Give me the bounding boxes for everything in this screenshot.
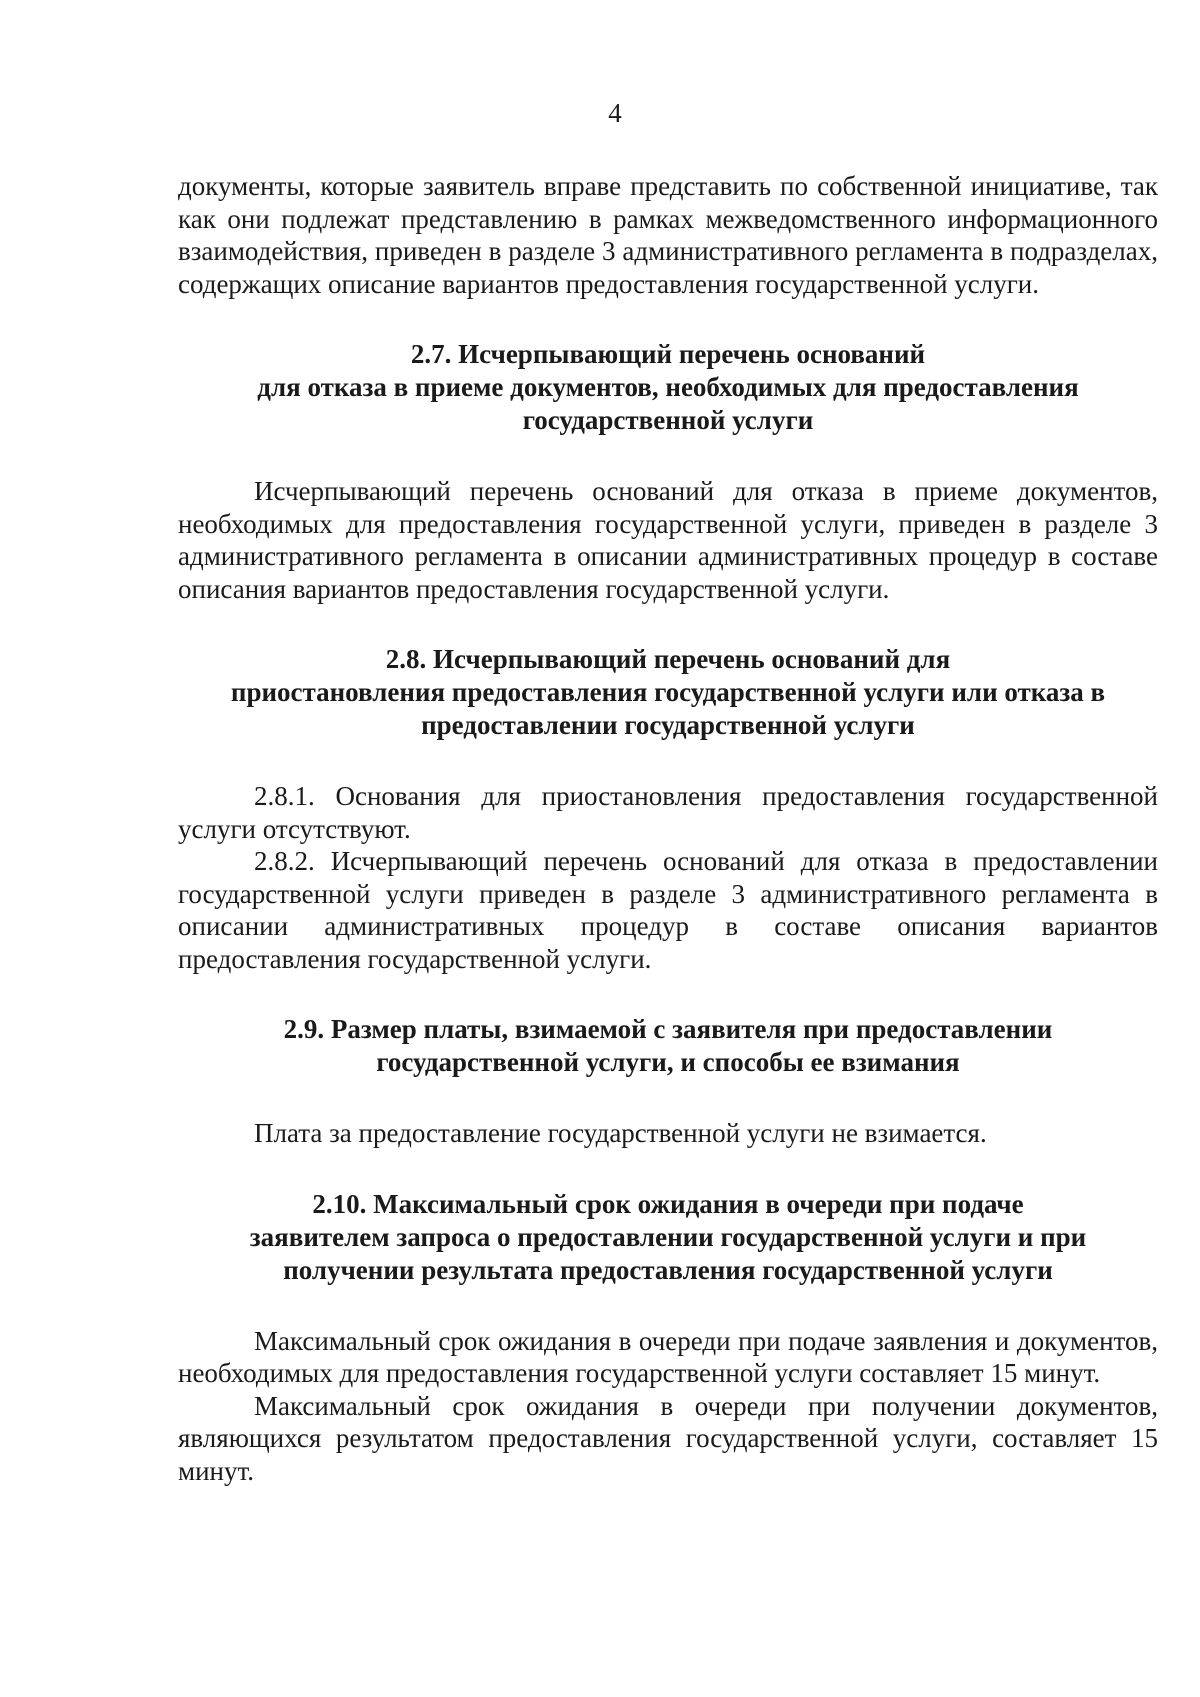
section-2-10-paragraph-queue-result: Максимальный срок ожидания в очереди при получении документов, являющихся результатом предоставления государственной услуги, составляет 15 минут. <box>178 1390 1158 1486</box>
section-2-10-heading <box>178 1188 1158 1287</box>
heading-line: 2.8. Исчерпывающий перечень оснований для <box>385 644 951 674</box>
section-2-7-paragraph: Исчерпывающий перечень оснований для отказа в приеме документов, необходимых для предоставления государственной услуги, приведен в разделе 3 административного регламента в описании административных процедур в составе описания вариантов предоставления государственной услуги. <box>178 476 1158 604</box>
heading-line: 2.7. Исчерпывающий перечень оснований <box>410 339 926 369</box>
section-2-9-paragraph: Плата за предоставление государственной услуги не взимается. <box>254 1118 987 1148</box>
heading-line: приостановления предоставления государственной услуги или отказа в <box>230 677 1106 707</box>
section-2-8-1-paragraph: 2.8.1. Основания для приостановления предоставления государственной услуги отсутствуют. <box>178 781 1158 844</box>
heading-line: для отказа в приеме документов, необходимых для предоставления <box>257 372 1079 402</box>
section-2-8-heading <box>178 643 1158 742</box>
section-2-9-heading <box>178 1013 1158 1079</box>
intro-paragraph: документы, которые заявитель вправе представить по собственной инициативе, так как они подлежат представлению в рамках межведомственного информационного взаимодействия, приведен в разделе 3 административного регламента в подразделах, содержащих описание вариантов предоставления государственной услуги. <box>178 171 1158 299</box>
section-2-7-heading <box>178 338 1158 437</box>
heading-line: предоставлении государственной услуги <box>421 710 915 740</box>
section-2-8-2-paragraph: 2.8.2. Исчерпывающий перечень оснований для отказа в предоставлении государственной услуги приведен в разделе 3 административного регламента в описании административных процедур в составе описания вариантов предоставления государственной услуги. <box>178 846 1158 974</box>
document-body <box>178 170 1158 1487</box>
page-number: 4 <box>608 98 622 128</box>
heading-line: получении результата предоставления государственной услуги <box>283 1254 1053 1285</box>
section-2-10-paragraph-queue-submission: Максимальный срок ожидания в очереди при подаче заявления и документов, необходимых для предоставления государственной услуги составляет 15 минут. <box>178 1325 1158 1388</box>
heading-line: государственной услуги <box>522 405 814 435</box>
heading-line: заявителем запроса о предоставлении государственной услуги и при <box>249 1221 1087 1252</box>
heading-line: 2.10. Максимальный срок ожидания в очереди при подаче <box>312 1188 1024 1219</box>
heading-line: государственной услуги, и способы ее взимания <box>376 1047 960 1077</box>
heading-line: 2.9. Размер платы, взимаемой с заявителя при предоставлении <box>283 1014 1053 1044</box>
